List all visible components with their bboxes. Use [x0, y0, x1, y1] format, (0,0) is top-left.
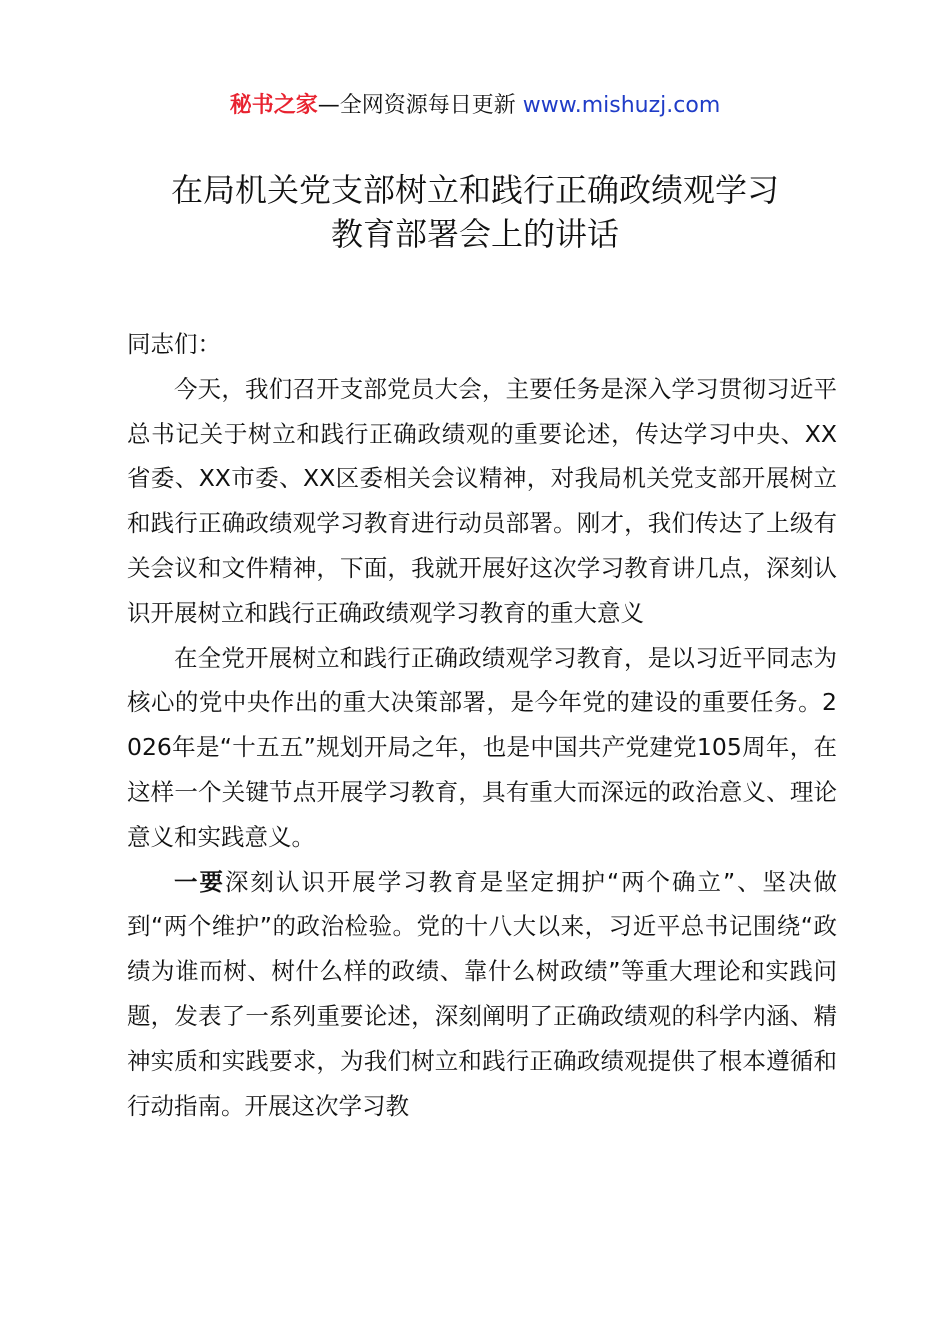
paragraph-significance: 在全党开展树立和践行正确政绩观学习教育，是以习近平同志为核心的党中央作出的重大决策部署，是今年党的建设的重要任务。2026年是“十五五”规划开局之年，也是中国共产党建党105周年，在这样一个关键节点开展学习教育，具有重大而深远的政治意义、理论意义和实践意义。: [127, 643, 837, 851]
site-tagline: —全网资源每日更新: [317, 93, 523, 118]
salutation: 同志们：: [127, 330, 221, 358]
title-line-2: 教育部署会上的讲话: [330, 215, 619, 253]
paragraph-point-one: [127, 860, 837, 1129]
point-one-text: 深刻认识开展学习教育是坚定拥护“两个确立”、坚决做到“两个维护”的政治检验。党的十八大以来，习近平总书记围绕“政绩为谁而树、树什么样的政绩、靠什么树政绩”等重大理论和实践问题，发表了一系列重要论述，深刻阐明了正确政绩观的科学内涵、精神实质和实践要求，为我们树立和践行正确政绩观提供了根本遵循和行动指南。开展这次学习教: [127, 867, 837, 1120]
site-brand: 秘书之家: [229, 93, 318, 118]
document-body: [127, 322, 837, 1128]
site-url-link[interactable]: www.mishuzj.com: [522, 93, 721, 118]
point-one-lead: 一要: [174, 867, 225, 896]
site-header: [0, 86, 950, 126]
paragraph-intro: 今天，我们召开支部党员大会，主要任务是深入学习贯彻习近平总书记关于树立和践行正确政绩观的重要论述，传达学习中央、XX省委、XX市委、XX区委相关会议精神，对我局机关党支部开展树立和践行正确政绩观学习教育进行动员部署。刚才，我们传达了上级有关会议和文件精神，下面，我就开展好这次学习教育讲几点，深刻认识开展树立和践行正确政绩观学习教育的重大意义: [127, 374, 837, 627]
document-title: [60, 168, 890, 256]
title-line-1: 在局机关党支部树立和践行正确政绩观学习: [170, 171, 779, 209]
